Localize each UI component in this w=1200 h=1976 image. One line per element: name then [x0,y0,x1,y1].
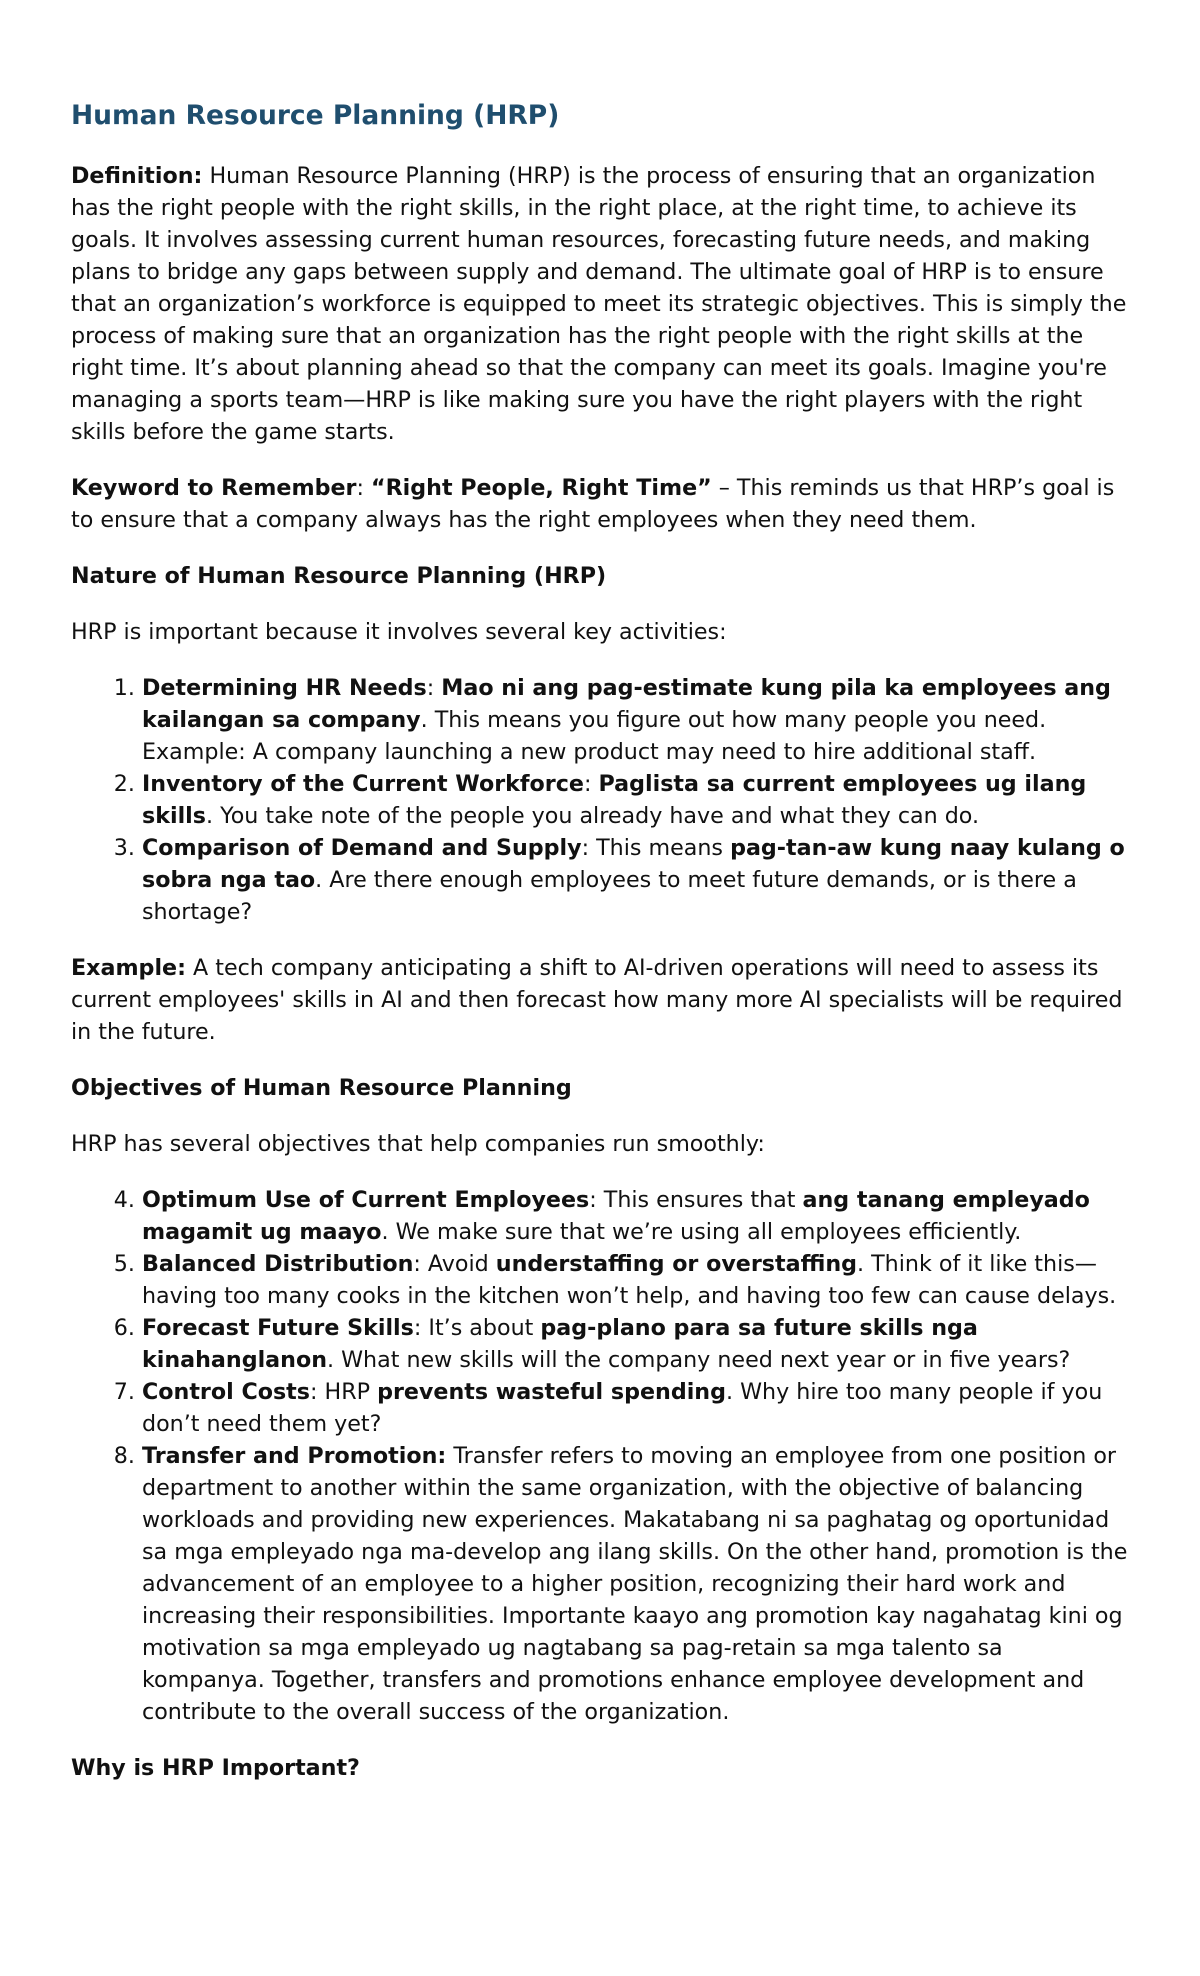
item-bold: Mao ni ang pag-estimate kung pila ka employees ang kailangan sa company [142,675,1111,733]
item-text: . Think of it like this—having too many cooks in the kitchen won’t help, and having too few can cause delays. [142,1251,1117,1309]
keyword-phrase: “Right People, Right Time” [371,475,712,501]
item-bold: pag-tan-aw kung naay kulang o sobra nga tao [142,835,1125,893]
keyword-paragraph [71,472,1132,536]
item-text: . What new skills will the company need next year or in five years? [327,1347,1071,1373]
item-pre: : HRP [310,1379,378,1405]
item-pre: : Avoid [413,1251,496,1277]
keyword-label: Keyword to Remember [71,475,357,501]
definition-text: Human Resource Planning (HRP) is the process of ensuring that an organization has the right people with the right skills, in the right place, at the right time, to achieve its goals. It involves assessing current human resources, forecasting future needs, and making plans to bridge any gaps between supply and demand. The ultimate goal of HRP is to ensure that an organization’s workforce is equipped to meet its strategic objectives. This is simply the process of making sure that an organization has the right people with the right skills at the right time. It’s about planning ahead so that the company can meet its goals. Imagine you're managing a sports team—HRP is like making sure you have the right players with the right skills before the game starts. [71,163,1127,445]
item-label: Optimum Use of Current Employees [142,1187,590,1213]
item-label: Control Costs [142,1379,310,1405]
page-title: Human Resource Planning (HRP) [71,100,560,131]
definition-label: Definition: [71,163,203,189]
keyword-text: – This reminds us that HRP’s goal is to ensure that a company always has the right employees when they need them. [71,475,1115,533]
item-bold: Paglista sa current employees ug ilang skills [142,771,1087,829]
item-pre: : This means [581,835,731,861]
list-item [142,672,1132,768]
item-label: Inventory of the Current Workforce [142,771,584,797]
keyword-separator: : [356,475,372,501]
list-item [142,1440,1132,1728]
example-text: A tech company anticipating a shift to AI-driven operations will need to assess its current employees' skills in AI and then forecast how many more AI specialists will be required in the future. [71,955,1123,1045]
nature-heading: Nature of Human Resource Planning (HRP) [71,563,607,589]
item-bold: ang tanang empleyado magamit ug maayo [142,1187,1090,1245]
example-paragraph [71,952,1132,1048]
list-item [142,1376,1132,1440]
objectives-intro: HRP has several objectives that help companies run smoothly: [71,1131,765,1157]
item-separator: : [426,675,442,701]
item-label: Balanced Distribution [142,1251,414,1277]
item-pre: : This ensures that [589,1187,803,1213]
nature-list [71,672,1132,928]
item-text: . This means you figure out how many people you need. Example: A company launching a new product may need to hire additional staff. [142,707,1047,765]
nature-intro: HRP is important because it involves several key activities: [71,619,727,645]
objectives-list [71,1184,1132,1728]
item-label: Comparison of Demand and Supply [142,835,582,861]
list-item [142,832,1132,928]
item-separator: : [583,771,599,797]
item-text: . You take note of the people you already have and what they can do. [205,803,980,829]
item-bold: understaffing or overstaffing [495,1251,858,1277]
item-text: . Why hire too many people if you don’t need them yet? [142,1379,1103,1437]
item-pre: : It’s about [413,1315,541,1341]
why-heading: Why is HRP Important? [71,1755,360,1781]
item-text: Transfer refers to moving an employee from one position or department to another within the same organization, with the objective of balancing workloads and providing new experiences. Makatabang ni sa paghatag og oportunidad sa mga empleyado nga ma-develop ang ilang skills. On the other hand, promotion is the advancement of an employee to a higher position, recognizing their hard work and increasing their responsibilities. Importante kaayo ang promotion kay nagahatag kini og motivation sa mga empleyado ug nagtabang sa pag-retain sa mga talento sa kompanya. Together, transfers and promotions enhance employee development and contribute to the overall success of the organization. [142,1443,1128,1725]
list-item [142,768,1132,832]
item-bold: pag-plano para sa future skills nga kinahanglanon [142,1315,978,1373]
objectives-heading: Objectives of Human Resource Planning [71,1075,572,1101]
list-item [142,1184,1132,1248]
item-label: Determining HR Needs [142,675,427,701]
list-item [142,1248,1132,1312]
item-text: . We make sure that we’re using all employees efficiently. [381,1219,1022,1245]
list-item [142,1312,1132,1376]
item-label: Forecast Future Skills [142,1315,414,1341]
definition-paragraph [71,160,1132,448]
item-text: . Are there enough employees to meet future demands, or is there a shortage? [142,867,1077,925]
example-label: Example: [71,955,186,981]
item-label: Transfer and Promotion: [142,1443,447,1469]
item-bold: prevents wasteful spending [377,1379,726,1405]
